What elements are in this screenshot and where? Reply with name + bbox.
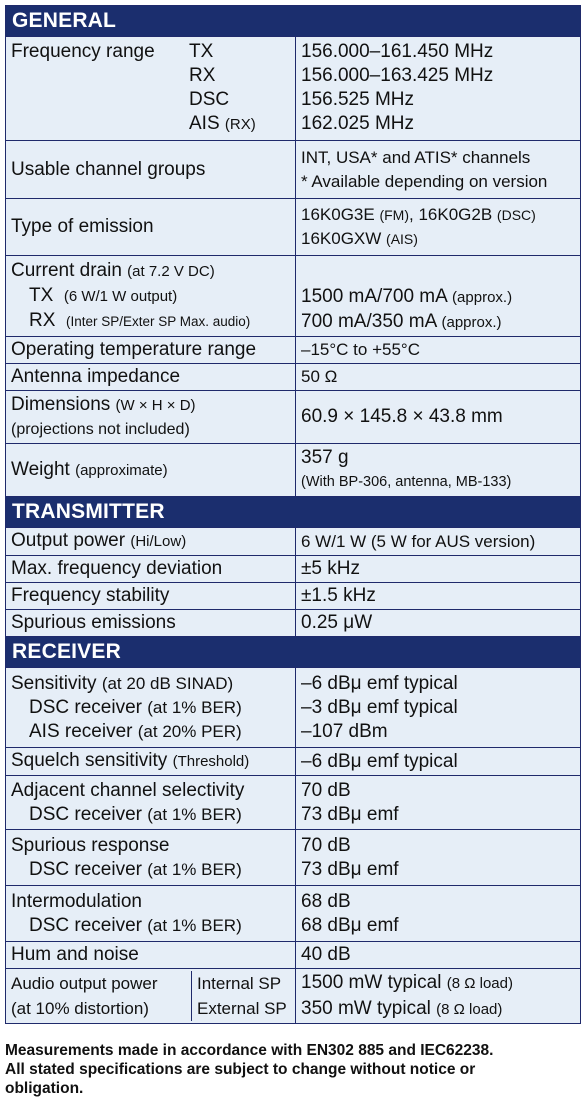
intermodulation-value: 68 dB — [301, 890, 351, 912]
antenna-value: 50 Ω — [296, 364, 581, 391]
dimensions-value: 60.9 × 145.8 × 43.8 mm — [296, 391, 581, 444]
spec-row-weight — [6, 444, 581, 497]
spec-label — [6, 748, 296, 776]
spurious-response-label: Spurious response — [11, 834, 170, 856]
spec-value — [296, 444, 581, 497]
frequency-range-label: Frequency range — [11, 41, 155, 62]
section-title: RECEIVER — [6, 637, 581, 668]
spec-value — [296, 37, 581, 141]
sens-dsc-label: DSC receiver — [29, 696, 142, 718]
sensitivity-label: Sensitivity — [11, 672, 97, 694]
stability-value: ±1.5 kHz — [296, 583, 581, 610]
current-tx-note: (6 W/1 W output) — [63, 287, 178, 305]
spec-value — [296, 886, 581, 942]
current-rx-label: RX — [29, 309, 56, 331]
channel-groups-note: * Available depending on version — [301, 171, 548, 191]
deviation-label: Max. frequency deviation — [6, 556, 296, 583]
footnote-line-2: All stated specifications are subject to change without notice or — [5, 1061, 476, 1078]
current-drain-label: Current drain — [11, 259, 122, 281]
adjacent-dsc-value: 73 dBμ emf — [301, 803, 399, 825]
section-header-transmitter — [6, 497, 581, 528]
rx-frequency-value: 156.000–163.425 MHz — [301, 65, 494, 86]
hum-noise-value: 40 dB — [296, 942, 581, 969]
weight-label: Weight — [11, 458, 70, 480]
sens-dsc-value: –3 dBμ emf typical — [301, 696, 458, 718]
ais-frequency-value: 162.025 MHz — [301, 113, 415, 134]
external-sp-value: 350 mW typical — [301, 998, 431, 1019]
spec-value — [296, 199, 581, 256]
spurious-emissions-value: 0.25 μW — [296, 610, 581, 637]
spec-value — [296, 776, 581, 830]
spec-row-dimensions — [6, 391, 581, 444]
spec-row-spurious-response — [6, 830, 581, 886]
spec-row-sensitivity — [6, 668, 581, 748]
spec-value — [296, 668, 581, 748]
spurious-emissions-label: Spurious emissions — [6, 610, 296, 637]
section-title: TRANSMITTER — [6, 497, 581, 528]
footnote-line-3: obligation. — [5, 1080, 84, 1097]
spec-label: Sensitivity (at 20 dB SINAD) DSC receiver (at 1% BER) AIS receiver (at 20% PER) — [6, 668, 296, 748]
spec-row-hum-noise — [6, 942, 581, 969]
deviation-value: ±5 kHz — [296, 556, 581, 583]
spurious-dsc-value: 73 dBμ emf — [301, 858, 399, 880]
current-tx-value: 1500 mA/700 mA — [301, 286, 447, 307]
external-sp-label: External SP — [197, 999, 287, 1018]
dsc-frequency-value: 156.525 MHz — [301, 89, 415, 110]
output-power-label: Output power — [11, 530, 126, 551]
emission-label: Type of emission — [6, 199, 296, 256]
section-title: GENERAL — [6, 6, 581, 37]
squelch-label: Squelch sensitivity — [11, 750, 168, 771]
spec-value: 1500 mW typical (8 Ω load) 350 mW typical (8 Ω load) — [296, 969, 581, 1024]
current-drain-note: (at 7.2 V DC) — [127, 262, 215, 280]
spec-row-adjacent-channel — [6, 776, 581, 830]
spec-row-current-drain — [6, 256, 581, 337]
intermodulation-label: Intermodulation — [11, 890, 142, 912]
spec-row-frequency-range — [6, 37, 581, 141]
spec-label: Intermodulation DSC receiver (at 1% BER) — [6, 886, 296, 942]
spec-row-temperature — [6, 337, 581, 364]
squelch-note: (Threshold) — [172, 753, 250, 770]
spec-value: 1500 mA/700 mA (approx.) 700 mA/350 mA (approx.) — [296, 256, 581, 337]
spec-row-channel-groups — [6, 141, 581, 199]
dimensions-label: Dimensions — [11, 393, 111, 415]
current-rx-value: 700 mA/350 mA — [301, 311, 437, 332]
rx-label: RX — [189, 65, 216, 86]
spec-label — [6, 256, 296, 337]
spec-label — [6, 528, 296, 556]
tx-label: TX — [189, 41, 214, 62]
spec-label: Spurious response DSC receiver (at 1% BER) — [6, 830, 296, 886]
internal-sp-value: 1500 mW typical — [301, 972, 442, 993]
spurious-response-value: 70 dB — [301, 834, 351, 856]
spec-row-emission — [6, 199, 581, 256]
section-header-general — [6, 6, 581, 37]
adjacent-channel-label: Adjacent channel selectivity — [11, 779, 245, 801]
squelch-value: –6 dBμ emf typical — [296, 748, 581, 776]
tx-frequency-value: 156.000–161.450 MHz — [301, 41, 494, 62]
spec-label — [6, 37, 296, 141]
ais-note: (RX) — [224, 116, 256, 133]
spec-row-antenna — [6, 364, 581, 391]
weight-value: 357 g — [301, 447, 349, 468]
output-power-note: (Hi/Low) — [130, 533, 187, 550]
spec-row-audio-output — [6, 969, 581, 1024]
spec-row-squelch — [6, 748, 581, 776]
current-tx-label: TX — [29, 284, 54, 306]
dimensions-note-2: (projections not included) — [11, 420, 190, 438]
section-header-receiver — [6, 637, 581, 668]
adjacent-channel-value: 70 dB — [301, 779, 351, 801]
dimensions-note: (W × H × D) — [115, 396, 196, 414]
spec-row-deviation — [6, 556, 581, 583]
audio-output-label: Audio output power — [11, 974, 158, 993]
temperature-value: –15°C to +55°C — [296, 337, 581, 364]
weight-note: (approximate) — [75, 461, 168, 479]
spec-value — [296, 141, 581, 199]
spec-value — [296, 830, 581, 886]
channel-groups-label: Usable channel groups — [6, 141, 296, 199]
antenna-label: Antenna impedance — [6, 364, 296, 391]
weight-value-note: (With BP-306, antenna, MB-133) — [301, 474, 512, 490]
spec-label — [6, 969, 296, 1024]
temperature-label: Operating temperature range — [6, 337, 296, 364]
intermodulation-dsc-value: 68 dBμ emf — [301, 914, 399, 936]
channel-groups-value: INT, USA* and ATIS* channels — [301, 147, 531, 167]
dsc-label: DSC — [189, 89, 230, 110]
hum-noise-label: Hum and noise — [6, 942, 296, 969]
stability-label: Frequency stability — [6, 583, 296, 610]
spec-row-output-power — [6, 528, 581, 556]
sensitivity-value: –6 dBμ emf typical — [301, 672, 458, 694]
current-rx-note: (Inter SP/Exter SP Max. audio) — [65, 313, 251, 329]
sensitivity-note: (at 20 dB SINAD) — [101, 673, 234, 693]
spec-row-intermodulation — [6, 886, 581, 942]
footnote-line-1: Measurements made in accordance with EN302 885 and IEC62238. — [5, 1042, 494, 1059]
spec-row-spurious-emissions — [6, 610, 581, 637]
spec-label — [6, 444, 296, 497]
internal-sp-label: Internal SP — [197, 974, 282, 993]
ais-label: AIS — [189, 113, 220, 134]
audio-output-note: (at 10% distortion) — [11, 999, 149, 1018]
specifications-table — [5, 5, 581, 1024]
output-power-value: 6 W/1 W (5 W for AUS version) — [296, 528, 581, 556]
sens-ais-value: –107 dBm — [301, 720, 388, 742]
spec-label — [6, 391, 296, 444]
emission-value-1: 16K0G3E (FM), 16K0G2B (DSC) — [301, 205, 536, 224]
spec-row-stability — [6, 583, 581, 610]
sens-ais-label: AIS receiver — [29, 720, 133, 742]
footnote — [5, 1041, 583, 1098]
emission-value-2: 16K0GXW (AIS) — [301, 229, 418, 248]
spec-label: Adjacent channel selectivity DSC receiver (at 1% BER) — [6, 776, 296, 830]
